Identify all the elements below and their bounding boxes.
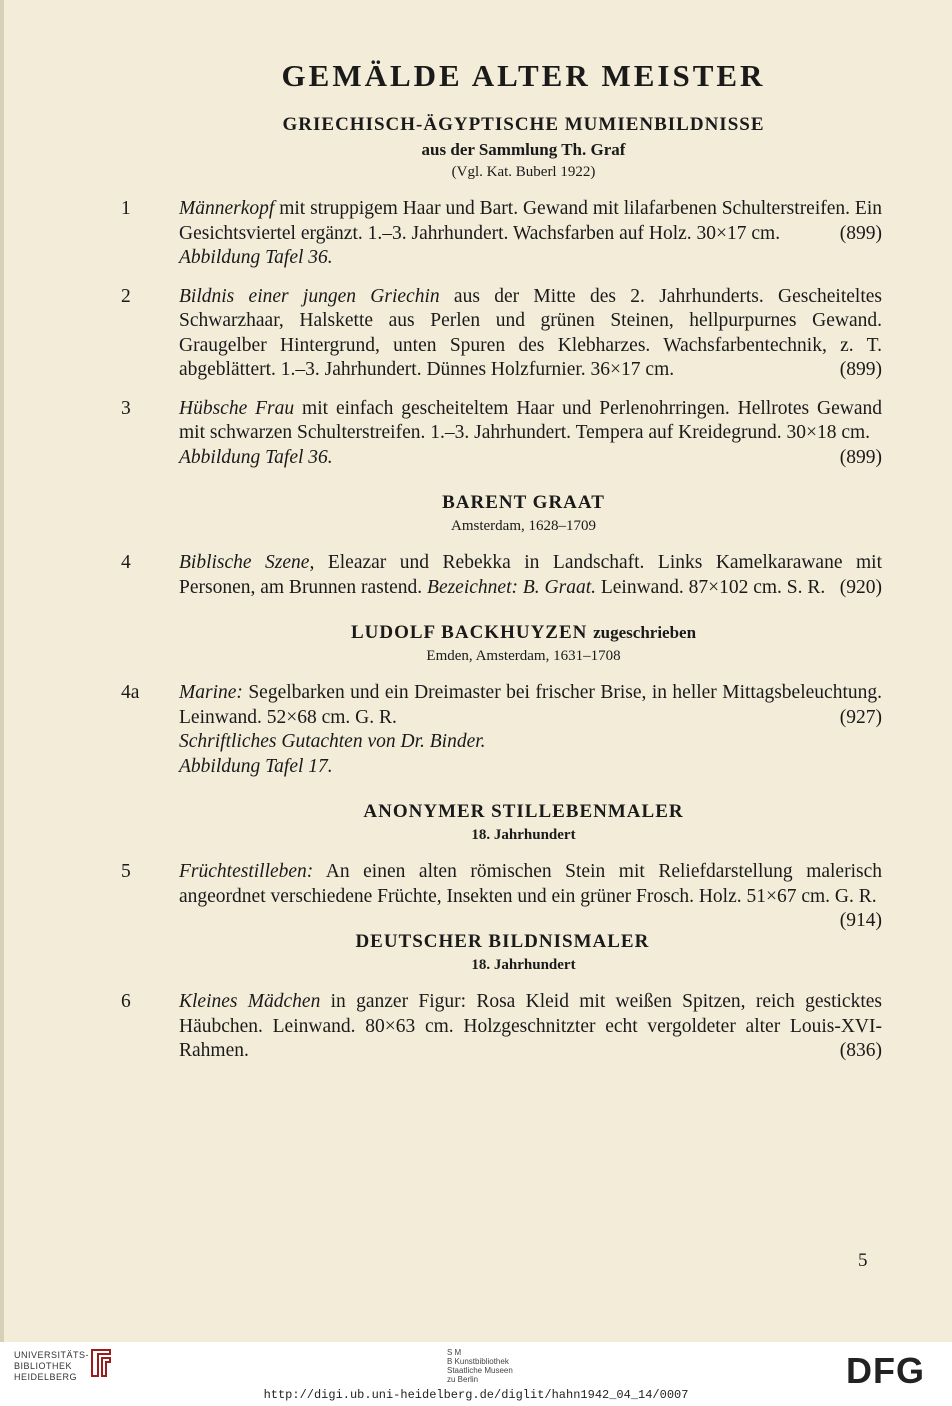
entry-text: Segelbarken und ein Dreimaster bei frischer Brise, in heller Mittagsbeleuchtung. Leinwand. 52×68 cm. G. R. [179, 682, 882, 728]
catalog-entry [115, 397, 882, 471]
entry-number: 4 [121, 552, 131, 573]
entry-text-2: Leinwand. 87×102 cm. S. R. [595, 576, 826, 598]
entry-note-2: Abbildung Tafel 17. [179, 755, 333, 777]
uni-line-2: BIBLIOTHEK [14, 1361, 73, 1371]
entry-title: Hübsche Frau [179, 397, 295, 419]
page-number: 5 [858, 1250, 868, 1271]
section-heading: DEUTSCHER BILDNISMALER [355, 931, 650, 952]
entry-number: 2 [121, 285, 131, 307]
entry-text: mit einfach gescheiteltem Haar und Perlenohrringen. Hellrotes Gewand mit schwarzen Schulterstreifen. 1.–3. Jahrhundert. Tempera auf Kreidegrund. 30×18 cm. [179, 397, 883, 443]
section-subtitle: (Vgl. Kat. Buberl 1922) [451, 164, 596, 180]
entry-number: 4a [121, 682, 140, 703]
university-logo-icon [88, 1348, 114, 1378]
entry-signature: Bezeichnet: B. Graat. [427, 576, 596, 598]
catalog-entry [115, 285, 882, 383]
sm-line-4: zu Berlin [447, 1375, 479, 1384]
catalog-entry [115, 860, 882, 931]
section-heading-name: LUDOLF BACKHUYZEN [350, 622, 588, 643]
section-subtitle: Emden, Amsterdam, 1631–1708 [426, 648, 621, 664]
catalog-entry [115, 551, 882, 600]
uni-line-1: UNIVERSITÄTS- [14, 1350, 90, 1360]
entry-note: Schriftliches Gutachten von Dr. Binder. [179, 731, 486, 752]
sm-line-3: Staatliche Museen [447, 1366, 513, 1375]
entry-text: Eleazar und Rebekka in Landschaft. Links Kamelkarawane mit Personen, am Brunnen rastend. [179, 552, 882, 598]
viewer-footer [0, 1342, 952, 1406]
catalog-entry [115, 990, 882, 1064]
section-heading-attribution: zugeschrieben [593, 623, 697, 642]
section-subtitle: Amsterdam, 1628–1709 [451, 518, 596, 534]
section-heading: BARENT GRAAT [442, 492, 605, 513]
section-subtitle: 18. Jahrhundert [471, 827, 576, 843]
entry-text: in ganzer Figur: Rosa Kleid mit weißen Spitzen, reich gesticktes Häubchen. Leinwand. 80×63 cm. Holzgeschnitzter echt vergoldeter alter Louis-XVI-Rahmen. [179, 991, 882, 1061]
uni-line-3: HEIDELBERG [14, 1372, 78, 1382]
entry-ref: (920) [839, 576, 882, 598]
page-url-link[interactable]: http://digi.ub.uni-heidelberg.de/diglit/hahn1942_04_14/0007 [263, 1388, 689, 1402]
entry-title: Früchtestilleben: [179, 861, 314, 882]
section-heading-line2: aus der Sammlung Th. Graf [421, 140, 626, 159]
entry-title: Bildnis einer jungen Griechin [179, 285, 440, 307]
entry-number: 6 [121, 991, 131, 1012]
entry-title: Männerkopf [179, 198, 275, 219]
catalog-entry [115, 681, 882, 779]
page-edge [0, 0, 4, 1342]
entry-text: aus der Mitte des 2. Jahrhunderts. Gescheiteltes Schwarzhaar, Halskette aus Perlen und grünen Steinen, hellpurpurnes Gewand. Graugelber Hintergrund, unten Spuren des Klebharzes. Wachsfarbentechnik, z. T. abgeblättert. 1.–3. Jahrhundert. Dünnes Holzfurnier. 36×17 cm. [179, 285, 882, 380]
entry-ref: (927) [839, 706, 882, 728]
section-heading: GRIECHISCH-ÄGYPTISCHE MUMIENBILDNISSE [282, 114, 765, 135]
page-content [115, 58, 882, 1078]
catalog-entry [115, 197, 882, 271]
university-library-logo-text [14, 1350, 89, 1383]
entry-title: Marine: [179, 682, 243, 703]
sm-line-1: S M [447, 1348, 462, 1357]
entry-number: 5 [121, 861, 131, 882]
entry-ref: (899) [839, 446, 882, 468]
section-subtitle: 18. Jahrhundert [471, 957, 576, 973]
entry-number: 3 [121, 397, 131, 419]
entry-ref: (836) [839, 1040, 882, 1061]
entry-text: An einen alten römischen Stein mit Reliefdarstellung malerisch angeordnet verschiedene Früchte, Insekten und ein grüner Frosch. Holz. 51×67 cm. G. R. [179, 861, 882, 907]
entry-ref: (914) [839, 910, 882, 931]
section-heading: ANONYMER STILLEBENMALER [363, 801, 684, 822]
entry-ref: (899) [839, 359, 882, 380]
museum-logo-text [447, 1348, 513, 1384]
entry-title: Kleines Mädchen [179, 991, 321, 1012]
dfg-logo: DFG [846, 1350, 925, 1391]
entry-ref: (899) [839, 222, 882, 244]
entry-title: Biblische Szene, [179, 552, 315, 573]
entry-text: mit struppigem Haar und Bart. Gewand mit lilafarbenen Schulterstreifen. Ein Gesichtsviertel ergänzt. 1.–3. Jahrhundert. Wachsfarben auf Holz. 30×17 cm. [179, 198, 882, 244]
entry-note: Abbildung Tafel 36. [179, 247, 333, 268]
section-heading [165, 622, 882, 644]
entry-note: Abbildung Tafel 36. [179, 446, 333, 468]
page-title: GEMÄLDE ALTER MEISTER [281, 58, 766, 93]
sm-line-2: B Kunstbibliothek [447, 1357, 509, 1366]
entry-number: 1 [121, 198, 131, 219]
